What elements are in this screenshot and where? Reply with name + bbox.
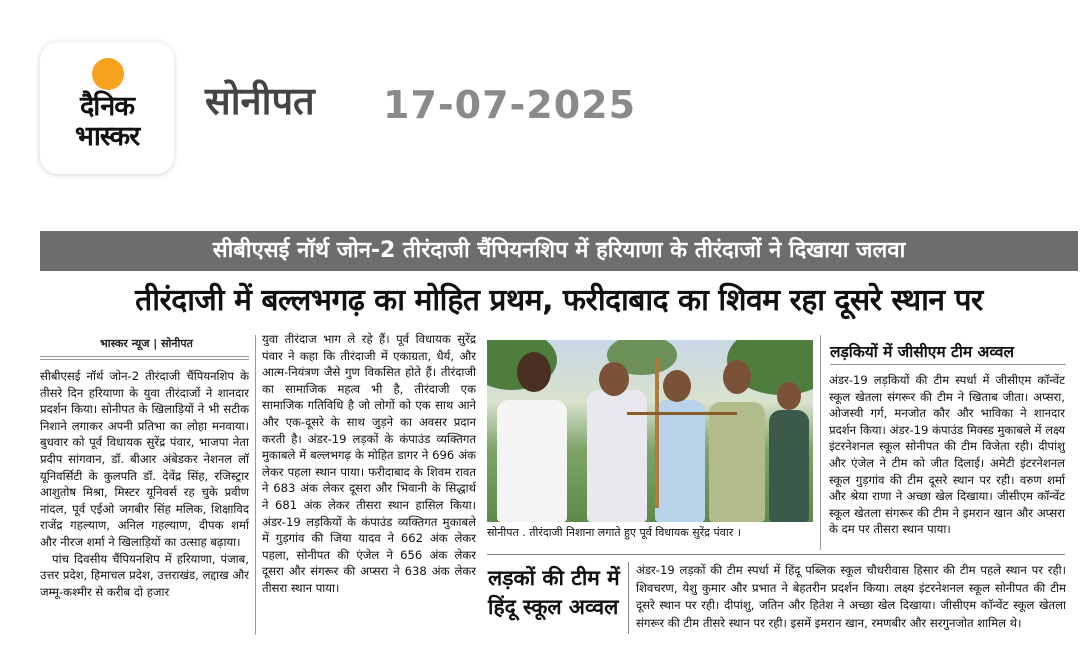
person-head — [663, 370, 691, 402]
girls-subheading: लड़कियों में जीसीएम टीम अव्वल — [830, 343, 1015, 361]
column-2-paragraph-1: युवा तीरंदाज भाग ले रहे हैं। पूर्व विधायक सुरेंद्र पंवार ने कहा कि तीरंदाजी में एकाग्रता, धैर्य, और आत्म-नियंत्रण जैसे गुण विकसित होते हैं। तीरंदाजी का सामाजिक महत्व भी है, तीरंदाजी एक सामाजिक गतिविधि है जो लोगों को एक साथ आने और एक-दूसरे के साथ जुड़ने का अवसर प्रदान करती है। अंडर-19 लड़कों के कंपाउंड व्यक्तिगत मुकाबले में बल्लभगढ़ के मोहित डागर ने 696 अंक लेकर पहला स्थान पाया। फरीदाबाद के शिवम रावत ने 683 अंक लेकर दूसरा और भिवानी के सिद्धार्थ ने 681 अंक लेकर तीसरा स्थान हासिल किया। अंडर-19 लड़कियों के कंपाउंड व्यक्तिगत मुकाबले में गुड़गांव की जिया यादव ने 662 अंक लेकर पहला, सोनीपत की एंजेल ने 656 अंक लेकर दूसरा और संगरूर की अप्सरा ने 638 अंक लेकर तीसरा स्थान पाया। — [262, 332, 476, 595]
logo-text-line1: दैनिक — [79, 91, 135, 122]
newspaper-logo — [40, 42, 174, 174]
person-blue-shirt — [655, 400, 705, 522]
person-head — [723, 360, 751, 394]
column-divider — [628, 562, 629, 634]
person-background — [769, 410, 809, 522]
article-kicker: सीबीएसई नॉर्थ जोन-2 तीरंदाजी चैंपियनशिप में हरियाणा के तीरंदाजों ने दिखाया जलवा — [40, 231, 1078, 271]
edition-city: सोनीपत — [205, 79, 315, 123]
byline-rule — [40, 356, 249, 357]
photo-caption: सोनीपत . तीरंदाजी निशाना लगाते हुए पूर्व विधायक सुरेंद्र पंवार । — [487, 526, 741, 539]
article-column-2 — [262, 331, 476, 635]
article-column-1 — [40, 368, 249, 638]
sun-logo-icon — [92, 58, 124, 90]
girls-team-text: अंडर-19 लड़कियों की टीम स्पर्धा में जीसीएम कॉन्वेंट स्कूल खेतला संगरूर की टीम ने खिताब जीता। अप्सरा, ओजस्वी गर्ग, मनजोत कौर और भाविका ने शानदार प्रदर्शन किया। अंडर-19 कंपाउंड मिक्स्ड मुकाबले में लक्ष्य इंटरनेशनल स्कूल सोनीपत की टीम विजेता रही। दीपांशु और एंजेल ने टीम को जीत दिलाई। अमेटी इंटरनेशनल स्कूल गुड़गांव की टीम दूसरे स्थान पर रही। वरुण शर्मा और श्रेया राणा ने अच्छा खेल दिखाया। जीसीएम कॉन्वेंट स्कूल खेतला संगरूर की टीम ने इमरान खान और अप्सरा के दम पर तीसरा स्थान पाया। — [829, 373, 1065, 537]
byline-rule-2 — [40, 359, 249, 360]
article-byline: भास्कर न्यूज | सोनीपत — [100, 337, 193, 350]
subheading-rule — [830, 364, 1066, 365]
article-headline: तीरंदाजी में बल्लभगढ़ का मोहित प्रथम, फरीदाबाद का शिवम रहा दूसरे स्थान पर — [135, 283, 983, 318]
person-white-shirt — [497, 400, 567, 522]
column-1-paragraph-1: सीबीएसई नॉर्थ जोन-2 तीरंदाजी चैंपियनशिप के तीसरे दिन हरियाणा के युवा तीरंदाजों ने शानदार प्रदर्शन किया। सोनीपत के खिलाड़ियों ने भी सटीक निशाने लगाकर अपनी प्रतिभा का लोहा मनवाया। बुधवार को पूर्व विधायक सुरेंद्र पंवार, भाजपा नेता प्रदीप सांगवान, डॉ. बीआर अंबेडकर नेशनल लॉ यूनिवर्सिटी के कुलपति डॉ. देवेंद्र सिंह, रजिस्ट्रार आशुतोष मिश्रा, मिस्टर यूनिवर्स रह चुके प्रवीण नांदल, पूर्व एईओ जगबीर सिंह मलिक, शिक्षाविद राजेंद्र गहल्याण, अनिल गहल्याण, दीपक शर्मा और नीरज शर्मा ने खिलाड़ियों का उत्साह बढ़ाया। — [40, 369, 249, 549]
person-head — [599, 362, 629, 396]
person-olive-shirt — [709, 402, 765, 522]
column-1-paragraph-2: पांच दिवसीय चैंपियनशिप में हरियाणा, पंजाब, उत्तर प्रदेश, हिमाचल प्रदेश, उत्तराखंड, लद्दाख और जम्मू-कश्मीर से करीब दो हजार — [40, 551, 249, 599]
person-head — [517, 352, 551, 392]
column-divider — [255, 335, 256, 635]
person-archer — [587, 390, 647, 522]
article-photo — [487, 340, 813, 522]
bow-shape — [655, 358, 659, 508]
arrow-shape — [627, 412, 737, 415]
boys-subheading: लड़कों की टीम में हिंदू स्कूल अव्वल — [488, 566, 620, 619]
boys-team-text: अंडर-19 लड़कों की टीम स्पर्धा में हिंदू पब्लिक स्कूल चौधरीवास हिसार की टीम पहले स्थान पर रही। शिवचरण, येशु कुमार और प्रभात ने बेहतरीन प्रदर्शन किया। लक्ष्य इंटरनेशनल स्कूल सोनीपत की टीम दूसरे स्थान पर रही। दीपांशु, जतिन और हितेश ने अच्छा खेल दिखाया। जीसीएम कॉन्वेंट स्कूल खेतला संगरूर की टीम तीसरे स्थान पर रही। इसमें इमरान खान, रमणबीर और सरगुनजोत शामिल थे। — [636, 563, 1066, 630]
edition-date: 17-07-2025 — [383, 83, 637, 127]
section-rule — [487, 554, 1065, 555]
logo-text-line2: भास्कर — [74, 121, 140, 152]
column-divider — [820, 335, 821, 550]
person-head — [777, 382, 801, 410]
